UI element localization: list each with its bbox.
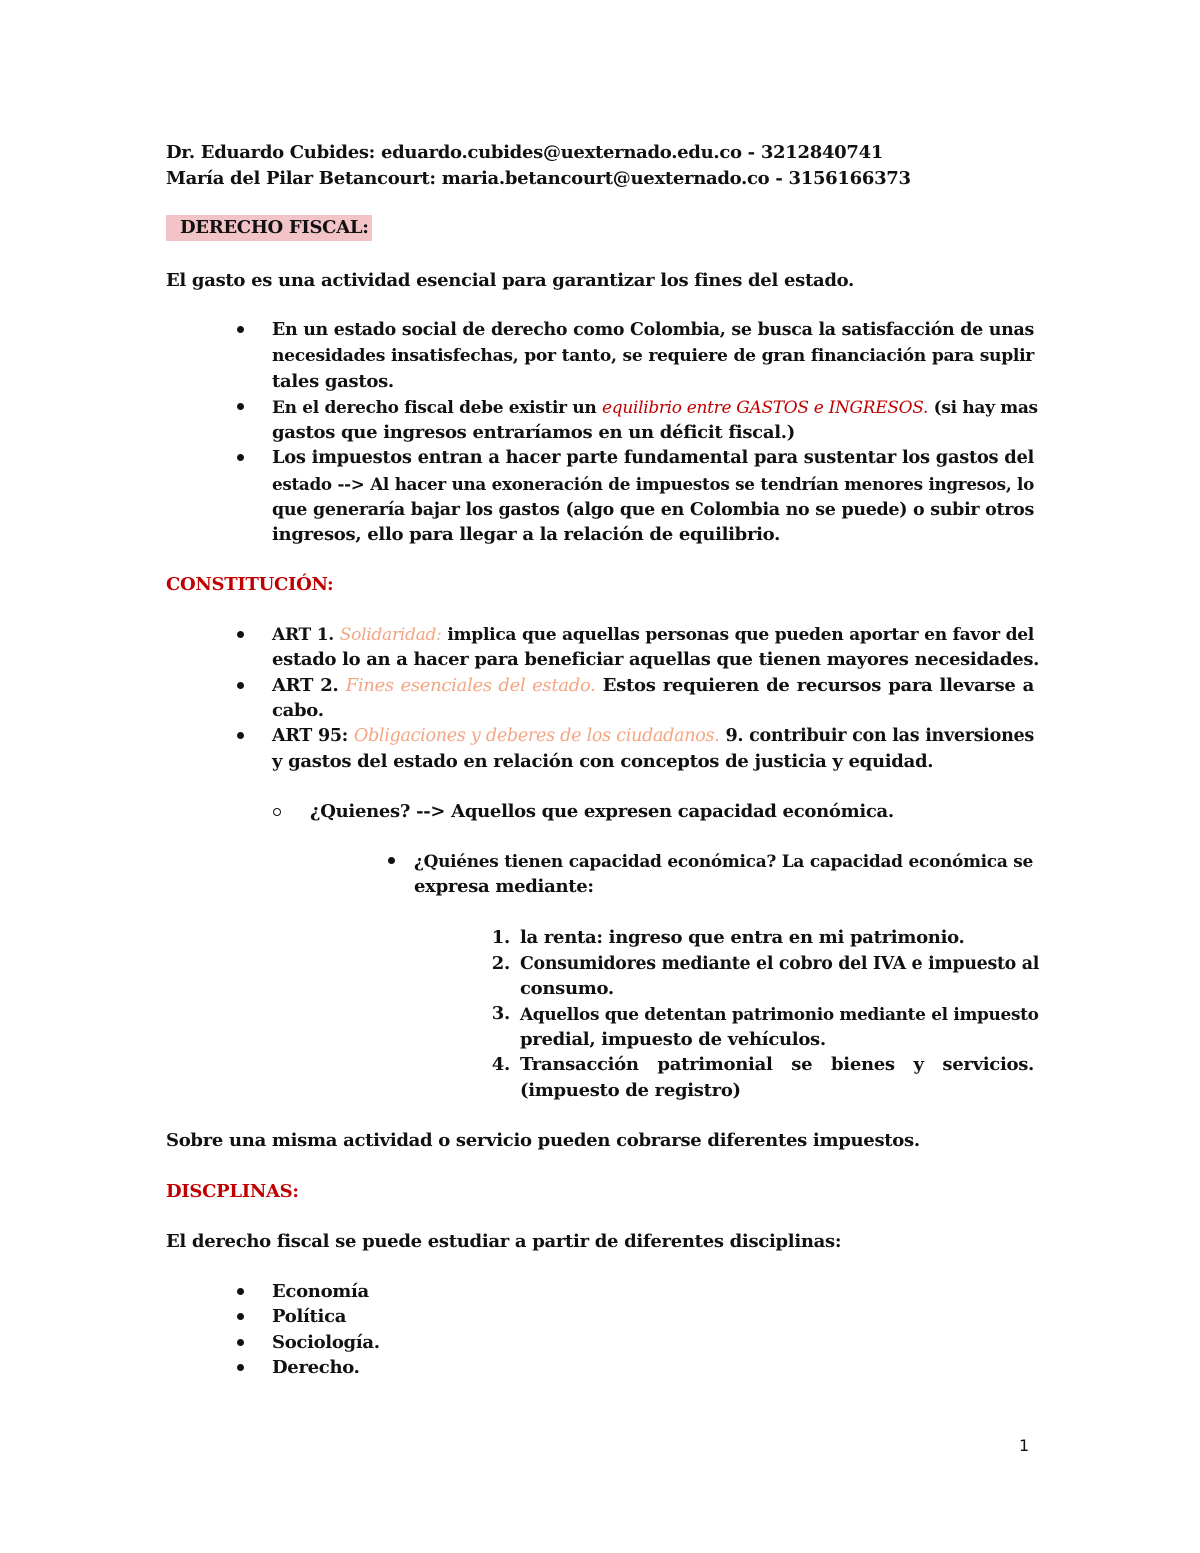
section-heading-disciplinas: DISCPLINAS:: [166, 1181, 299, 1202]
page-number: 1: [1019, 1436, 1030, 1455]
closing-paragraph: Sobre una misma actividad o servicio pueden cobrarse diferentes impuestos.: [166, 1130, 920, 1151]
disciplina-item-derecho: Derecho.: [272, 1357, 360, 1378]
numbered-2-line-2: consumo.: [520, 978, 614, 999]
bullet-2-post: (si hay mas: [928, 397, 1038, 417]
art-1-rest: implica que aquellas personas que pueden aportar en favor del: [441, 625, 1034, 645]
numbered-3-label: 3.: [491, 1003, 510, 1024]
art-2-rest: Estos requieren de recursos para llevarse a: [595, 675, 1034, 696]
art-2-highlight: Fines esenciales del estado.: [345, 675, 596, 696]
bullet-3-line-2: estado --> Al hacer una exoneración de impuestos se tendrían menores ingresos, lo: [272, 474, 1034, 494]
disciplina-item-politica: Política: [272, 1306, 347, 1327]
quienes-tienen-line-2: expresa mediante:: [414, 876, 594, 897]
numbered-1-label: 1.: [491, 927, 510, 948]
bullet-dot: [237, 326, 244, 333]
circle-bullet: [273, 808, 281, 816]
art-95-highlight: Obligaciones y deberes de los ciudadanos.: [353, 726, 720, 746]
numbered-4-label: 4.: [491, 1054, 510, 1075]
bullet-2-line-2: gastos que ingresos entraríamos en un déficit fiscal.): [272, 422, 795, 443]
art-1-line-1: [272, 622, 1034, 648]
art-95-line-2: y gastos del estado en relación con conceptos de justicia y equidad.: [272, 751, 934, 772]
section-heading-derecho-fiscal: [166, 215, 372, 241]
contact-line-1: Dr. Eduardo Cubides: eduardo.cubides@uexternado.edu.co - 3212840741: [166, 142, 884, 163]
quienes-line: ¿Quienes? --> Aquellos que expresen capacidad económica.: [310, 801, 894, 822]
bullet-1-line-3: tales gastos.: [272, 371, 394, 392]
bullet-dot: [237, 1313, 244, 1320]
art-2-line-1: [272, 673, 1034, 699]
numbered-3-line-1: Aquellos que detentan patrimonio mediante el impuesto: [520, 1004, 1039, 1024]
numbered-1-line-1: la renta: ingreso que entra en mi patrimonio.: [520, 927, 965, 948]
bullet-2-line-1: [272, 394, 1038, 420]
numbered-4-line-1: Transacción patrimonial se bienes y servicios.: [520, 1054, 1034, 1075]
bullet-3-line-4: ingresos, ello para llegar a la relación de equilibrio.: [272, 524, 781, 545]
bullet-2-pre: En el derecho fiscal debe existir un: [272, 397, 603, 417]
intro-paragraph: El gasto es una actividad esencial para garantizar los fines del estado.: [166, 270, 854, 291]
disciplinas-intro: El derecho fiscal se puede estudiar a partir de diferentes disciplinas:: [166, 1231, 842, 1252]
numbered-2-label: 2.: [491, 953, 510, 974]
equilibrio-highlight: equilibrio entre GASTOS e INGRESOS.: [602, 397, 929, 417]
bullet-1-line-2: necesidades insatisfechas, por tanto, se requiere de gran financiación para suplir: [272, 346, 1034, 366]
bullet-dot: [388, 857, 395, 864]
bullet-dot: [237, 403, 244, 410]
numbered-2-line-1: Consumidores mediante el cobro del IVA e impuesto al: [520, 954, 1040, 974]
heading-text: DERECHO FISCAL:: [180, 217, 369, 238]
bullet-3-line-3: que generaría bajar los gastos (algo que en Colombia no se puede) o subir otros: [272, 500, 1034, 520]
bullet-dot: [237, 1339, 244, 1346]
bullet-dot: [237, 1364, 244, 1371]
numbered-4-line-2: (impuesto de registro): [520, 1080, 741, 1101]
art-95-line-1: [272, 723, 1034, 749]
art-1-line-2: estado lo an a hacer para beneficiar aquellas que tienen mayores necesidades.: [272, 649, 1040, 670]
quienes-tienen-line-1: ¿Quiénes tienen capacidad económica? La capacidad económica se: [414, 851, 1033, 871]
bullet-dot: [237, 732, 244, 739]
numbered-3-line-2: predial, impuesto de vehículos.: [520, 1029, 826, 1050]
bullet-1-line-1: En un estado social de derecho como Colombia, se busca la satisfacción de unas: [272, 320, 1034, 340]
art-2-label: ART 2.: [272, 675, 346, 696]
bullet-3-line-1: Los impuestos entran a hacer parte fundamental para sustentar los gastos del: [272, 447, 1034, 468]
disciplina-item-sociologia: Sociología.: [272, 1332, 380, 1353]
bullet-dot: [237, 454, 244, 461]
art-1-highlight: Solidaridad:: [339, 625, 442, 645]
section-heading-constitucion: CONSTITUCIÓN:: [166, 574, 334, 595]
art-95-rest: 9. contribuir con las inversiones: [719, 726, 1034, 746]
art-2-line-2: cabo.: [272, 700, 324, 721]
art-95-label: ART 95:: [272, 726, 354, 746]
bullet-dot: [237, 631, 244, 638]
contact-line-2: María del Pilar Betancourt: maria.betancourt@uexternado.co - 3156166373: [166, 168, 911, 189]
bullet-dot: [237, 682, 244, 689]
bullet-dot: [237, 1288, 244, 1295]
art-1-label: ART 1.: [272, 625, 340, 645]
disciplina-item-economia: Economía: [272, 1281, 369, 1302]
